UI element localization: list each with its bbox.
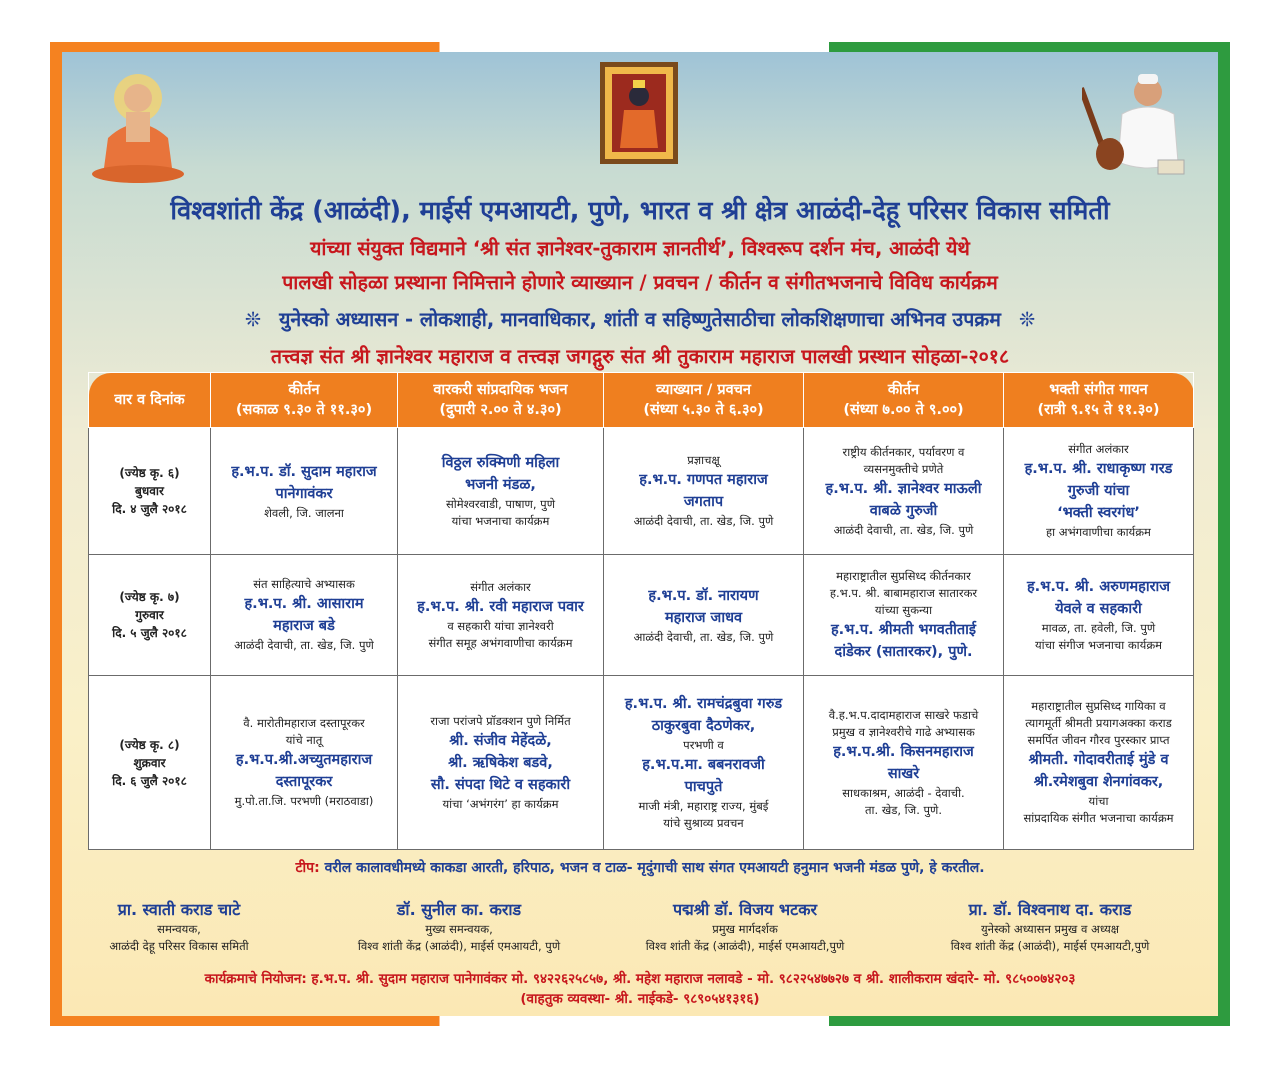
- cell-detail: परभणी व: [683, 738, 724, 753]
- morning-kirtan-cell: [211, 555, 398, 676]
- performer-name: जगताप: [683, 494, 724, 511]
- evening-kirtan-cell: [804, 428, 1004, 555]
- schedule-table: [88, 372, 1194, 850]
- performer-name: गुरुजी यांचा: [1067, 483, 1130, 500]
- tip-text: वरील कालावधीमध्ये काकडा आरती, हरिपाठ, भजन व टाळ- मृदुंगाची साथ संगत एमआयटी हनुमान भजनी मंडळ पुणे, हे करतील.: [324, 860, 985, 876]
- tip-note: [62, 858, 1218, 877]
- performer-name: महाराज जाधव: [664, 609, 743, 626]
- signatory-org: आळंदी देहू परिसर विकास समिती: [109, 939, 249, 953]
- cell-detail: हा अभंगवाणीचा कार्यक्रम: [1046, 525, 1151, 540]
- header-lecture: व्याख्यान / प्रवचन (संध्या ५.३० ते ६.३०): [604, 373, 804, 428]
- performer-name: ह.भ.प. श्री. आसाराम: [244, 596, 364, 613]
- transport-line: (वाहतुक व्यवस्था- श्री. नाईकडे- ९८९०५४१३१६): [520, 991, 760, 1007]
- performer-name: ह.भ.प. श्रीमती भगवतीताई: [830, 621, 977, 638]
- signatory-name: प्रा. डॉ. विश्वनाथ दा. कराड: [968, 900, 1132, 919]
- header-warkari-bhajan: वारकरी सांप्रदायिक भजन (दुपारी २.०० ते ४.३०): [398, 373, 604, 428]
- date-line: (ज्येष्ठ कृ. ७): [119, 590, 180, 605]
- cell-detail: आळंदी देवाची, ता. खेड, जि. पुणे: [234, 638, 374, 653]
- cell-detail: राजा परांजपे प्रॉडक्शन पुणे निर्मित: [430, 713, 571, 728]
- day-date-cell: [89, 555, 211, 676]
- star-left-icon: ❊: [244, 308, 262, 331]
- cell-detail: त्यागमूर्ती श्रीमती प्रयागअक्का कराड: [1025, 716, 1172, 731]
- header-evening-kirtan: कीर्तन (संध्या ७.०० ते ९.००): [804, 373, 1004, 428]
- performer-name: पाचपुते: [684, 779, 723, 796]
- performer-name: श्री. संजीव मेहेंदळे,: [449, 732, 552, 749]
- date-line: दि. ६ जुलै २०१८: [112, 773, 187, 788]
- date-line: (ज्येष्ठ कृ. ६): [119, 466, 180, 481]
- cell-detail: यांचे सुश्राव्य प्रवचन: [663, 816, 744, 831]
- signatory-role: मुख्य समन्वयक,: [425, 922, 493, 936]
- signatory-role: युनेस्को अध्यासन प्रमुख व अध्यक्ष: [980, 922, 1120, 936]
- cell-detail: वै.ह.भ.प.दादामहाराज साखरे फडाचे: [828, 707, 979, 722]
- cell-detail: यांच्या सुकन्या: [874, 602, 933, 617]
- performer-name: ‘भक्ती स्वरगंध’: [1057, 505, 1140, 522]
- cell-detail: यांचा संगीज भजनाचा कार्यक्रम: [1034, 638, 1163, 653]
- cell-detail: यांचे नातू: [285, 733, 323, 748]
- performer-name: पानेगावंकर: [275, 485, 333, 502]
- schedule-row: [89, 555, 1194, 676]
- cell-detail: यांचा भजनाचा कार्यक्रम: [451, 514, 550, 529]
- tip-label: टीप:: [295, 860, 320, 876]
- cell-detail: साधकाश्रम, आळंदी - देवाची.: [842, 785, 965, 800]
- signatory-1: [34, 899, 324, 955]
- performer-name: ह.भ.प. श्री. रवी महाराज पवार: [417, 598, 584, 615]
- evening-kirtan-cell: [804, 676, 1004, 850]
- cell-detail: शेवली, जि. जालना: [264, 505, 344, 520]
- bhakti-sangeet-cell: [1004, 428, 1194, 555]
- cell-detail: महाराष्ट्रातील सुप्रसिध्द कीर्तनकार: [836, 568, 971, 583]
- performer-name: ह.भ.प.श्री.अच्युतमहाराज: [235, 752, 373, 769]
- morning-kirtan-cell: [211, 676, 398, 850]
- date-line: बुधवार: [135, 484, 164, 499]
- warkari-bhajan-cell: [398, 428, 604, 555]
- performer-name: महाराज बडे: [273, 618, 335, 635]
- morning-kirtan-cell: [211, 428, 398, 555]
- performer-name: वाबळे गुरुजी: [869, 502, 938, 519]
- performer-name: ह.भ.प.मा. बबनरावजी: [642, 757, 765, 774]
- cell-detail: महाराष्ट्रातील सुप्रसिध्द गायिका व: [1031, 699, 1166, 714]
- signatory-2: [314, 899, 604, 955]
- sant-dnyaneshwar-image: [86, 68, 190, 186]
- date-line: शुक्रवार: [133, 755, 166, 770]
- schedule-row: [89, 428, 1194, 555]
- cell-detail: समर्पित जीवन गौरव पुरस्कार प्राप्त: [1027, 733, 1170, 748]
- performer-name: दस्तापूरकर: [275, 774, 333, 791]
- header-morning-kirtan: कीर्तन (सकाळ ९.३० ते ११.३०): [211, 373, 398, 428]
- cell-detail: व्यसनमुक्तीचे प्रणेते: [863, 461, 944, 476]
- lecture-cell: [604, 555, 804, 676]
- cell-detail: संगीत समूह अभंगवाणीचा कार्यक्रम: [428, 635, 573, 650]
- cell-detail: संगीत अलंकार: [1068, 442, 1129, 457]
- performer-name: ह.भ.प. श्री. ज्ञानेश्वर माऊली: [825, 480, 982, 497]
- performer-name: येवले व सहकारी: [1055, 601, 1142, 618]
- organizer-contacts: [62, 969, 1218, 1009]
- performer-name: ह.भ.प. डॉ. नारायण: [648, 587, 759, 604]
- cell-detail: यांचा ‘अभंगरंग’ हा कार्यक्रम: [442, 796, 559, 811]
- header-bhakti-sangeet: भक्ती संगीत गायन (रात्री ९.१५ ते ११.३०): [1004, 373, 1194, 428]
- performer-name: ह.भ.प. श्री. राधाकृष्ण गरड: [1024, 461, 1173, 478]
- cell-detail: आळंदी देवाची, ता. खेड, जि. पुणे: [633, 514, 774, 529]
- unesco-initiative-line: [62, 305, 1218, 332]
- date-line: दि. ५ जुलै २०१८: [112, 626, 187, 641]
- performer-name: सौ. संपदा थिटे व सहकारी: [430, 776, 571, 793]
- lecture-cell: [604, 428, 804, 555]
- signatory-3: [600, 899, 890, 955]
- performer-name: साखरे: [887, 765, 920, 782]
- vitthal-image: [600, 62, 678, 164]
- signatory-role: प्रमुख मार्गदर्शक: [712, 922, 778, 936]
- bhakti-sangeet-cell: [1004, 676, 1194, 850]
- subtitle-venue: यांच्या संयुक्त विद्यमाने ‘श्री संत ज्ञानेश्वर-तुकाराम ज्ञानतीर्थ’, विश्वरूप दर्शन मंच, आळंदी येथे: [310, 237, 970, 260]
- signatory-org: विश्व शांती केंद्र (आळंदी), माईर्स एमआयटी, पुणे: [357, 939, 561, 953]
- performer-name: ह.भ.प. गणपत महाराज: [639, 472, 768, 489]
- date-line: दि. ४ जुलै २०१८: [112, 502, 187, 517]
- performer-name: ह.भ.प. श्री. अरुणमहाराज: [1026, 579, 1171, 596]
- cell-detail: आळंदी देवाची, ता. खेड, जि. पुणे: [633, 629, 774, 644]
- bhakti-sangeet-cell: [1004, 555, 1194, 676]
- performer-name: विठ्ठल रुक्मिणी महिला: [441, 455, 560, 472]
- date-line: गुरुवार: [135, 608, 164, 623]
- performer-name: ह.भ.प.श्री. किसनमहाराज: [833, 743, 974, 760]
- unesco-initiative-text: युनेस्को अध्यासन - लोकशाही, मानवाधिकार, शांती व सहिष्णुतेसाठीचा लोकशिक्षणाचा अभिनव उपक्रम: [279, 308, 1001, 331]
- cell-detail: संगीत अलंकार: [470, 579, 531, 594]
- cell-detail: यांचा: [1088, 794, 1109, 809]
- signatory-name: प्रा. स्वाती कराड चाटे: [117, 900, 241, 919]
- signatory-4: [905, 899, 1195, 955]
- cell-detail: संत साहित्याचे अभ्यासक: [253, 577, 355, 592]
- performer-name: ह.भ.प. श्री. रामचंद्रबुवा गरुड: [624, 696, 783, 713]
- warkari-bhajan-cell: [398, 555, 604, 676]
- header-day-date: वार व दिनांक: [89, 373, 211, 428]
- performer-name: श्री.रमेशबुवा शेनगांवकर,: [1033, 774, 1164, 791]
- schedule-header-row: [89, 373, 1194, 428]
- lecture-cell: [604, 676, 804, 850]
- palkhi-ceremony-title: तत्त्वज्ञ संत श्री ज्ञानेश्वर महाराज व तत्त्वज्ञ जगद्गुरु संत श्री तुकाराम महाराज पालखी प्रस्थान सोहळा-२०१८: [270, 345, 1010, 368]
- performer-name: ठाकुरबुवा दैठणेकर,: [651, 718, 756, 735]
- schedule-row: [89, 676, 1194, 850]
- cell-detail: मु.पो.ता.जि. परभणी (मराठवाडा): [234, 794, 374, 809]
- performer-name: भजनी मंडळ,: [465, 477, 536, 494]
- signatory-org: विश्व शांती केंद्र (आळंदी), माईर्स एमआयटी,पुणे: [950, 939, 1150, 953]
- cell-detail: वै. मारोतीमहाराज दस्तापूरकर: [243, 716, 365, 731]
- evening-kirtan-cell: [804, 555, 1004, 676]
- warkari-bhajan-cell: [398, 676, 604, 850]
- day-date-cell: [89, 428, 211, 555]
- organizer-line: कार्यक्रमाचे नियोजन: ह.भ.प. श्री. सुदाम महाराज पानेगावंकर मो. ९४२२६२५८५७, श्री. महेश महाराज नलावडे - मो. ९८२२५४७७२७ व श्री. शालीकराम खंदारे- मो. ९८५००७४२०३: [204, 971, 1076, 987]
- cell-detail: व सहकारी यांचा ज्ञानेश्वरी: [447, 618, 554, 633]
- signatory-role: समन्वयक,: [157, 922, 201, 936]
- day-date-cell: [89, 676, 211, 850]
- subtitle-program: पालखी सोहळा प्रस्थाना निमित्ताने होणारे व्याख्यान / प्रवचन / कीर्तन व संगीतभजनाचे विविध कार्यक्रम: [282, 271, 998, 294]
- title-organizations: विश्वशांती केंद्र (आळंदी), माईर्स एमआयटी, पुणे, भारत व श्री क्षेत्र आळंदी-देहू परिसर विकास समिती: [170, 196, 1110, 226]
- signatory-name: पद्मश्री डॉ. विजय भटकर: [672, 900, 818, 919]
- signatory-name: डॉ. सुनील का. कराड: [396, 900, 522, 919]
- sant-tukaram-image: [1082, 66, 1188, 184]
- cell-detail: ता. खेड, जि. पुणे.: [864, 802, 943, 817]
- cell-detail: सांप्रदायिक संगीत भजनाचा कार्यक्रम: [1023, 811, 1174, 826]
- star-right-icon: ❊: [1018, 308, 1036, 331]
- cell-detail: सोमेश्वरवाडी, पाषाण, पुणे: [445, 497, 556, 512]
- cell-detail: आळंदी देवाची, ता. खेड, जि. पुणे: [833, 522, 974, 537]
- performer-name: दांडेकर (सातारकर), पुणे.: [834, 643, 973, 660]
- performer-name: श्रीमती. गोदावरीताई मुंडे व: [1028, 752, 1169, 769]
- cell-detail: मावळ, ता. हवेली, जि. पुणे: [1041, 621, 1156, 636]
- cell-detail: माजी मंत्री, महाराष्ट्र राज्य, मुंबई: [638, 799, 769, 814]
- cell-detail: प्रज्ञाचक्षू: [687, 453, 720, 468]
- signatory-org: विश्व शांती केंद्र (आळंदी), माईर्स एमआयटी,पुणे: [645, 939, 845, 953]
- cell-detail: ह.भ.प. श्री. बाबामहाराज सातारकर: [829, 585, 978, 600]
- date-line: (ज्येष्ठ कृ. ८): [119, 737, 180, 752]
- performer-name: ह.भ.प. डॉ. सुदाम महाराज: [231, 463, 377, 480]
- cell-detail: प्रमुख व ज्ञानेश्वरीचे गाढे अभ्यासक: [832, 724, 975, 739]
- cell-detail: राष्ट्रीय कीर्तनकार, पर्यावरण व: [842, 444, 965, 459]
- performer-name: श्री. ऋषिकेश बडवे,: [448, 754, 553, 771]
